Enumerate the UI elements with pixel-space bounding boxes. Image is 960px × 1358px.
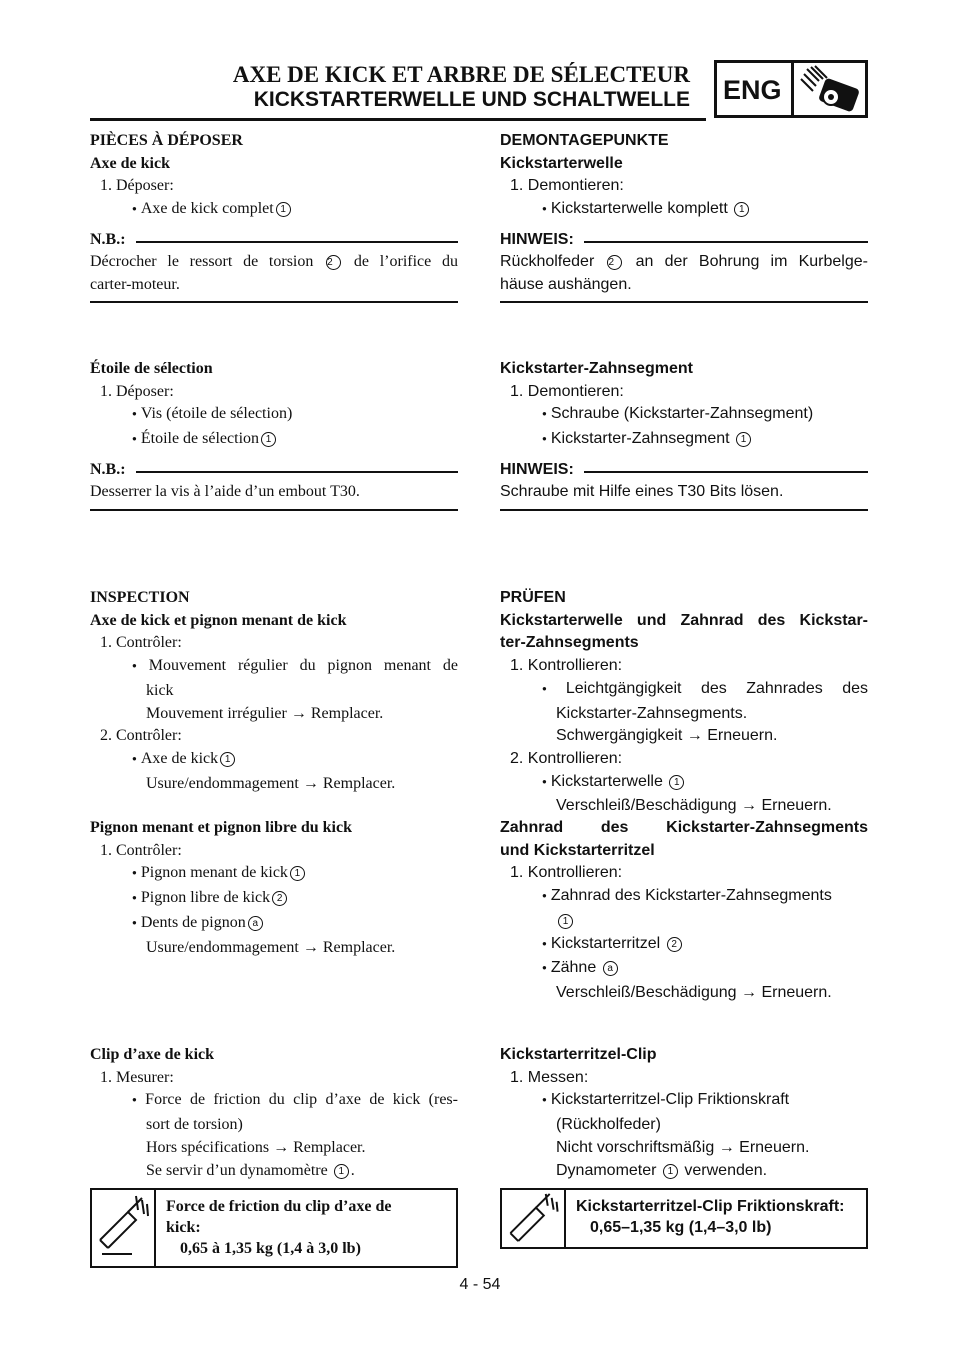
note-text: Schraube mit Hilfe eines T30 Bits lösen. <box>500 482 784 500</box>
fr-section-inspection <box>90 587 458 795</box>
list-item: ● Dents de pignon a <box>90 912 458 937</box>
ref-number: 2 <box>667 937 682 952</box>
caliper-gauge-icon <box>502 1190 566 1247</box>
subheading: Clip d’axe de kick <box>90 1046 215 1063</box>
ref-number: 1 <box>734 202 749 217</box>
list-item-cont: Hors spécifications → Remplacer. <box>146 1138 366 1156</box>
note-heading: N.B.: <box>90 459 458 481</box>
list-item: ● Pignon libre de kick 2 <box>90 887 458 912</box>
spec-label: Kickstarterritzel-Clip Friktionskraft: <box>576 1198 845 1215</box>
list-item: ● Kickstarterritzel 2 <box>500 933 868 958</box>
page-header <box>90 60 868 122</box>
list-item: ● Pignon menant de kick 1 <box>90 862 458 887</box>
section-tab <box>714 60 868 118</box>
subheading: Axe de kick et pignon menant de kick <box>90 611 347 629</box>
note-end-rule <box>90 509 458 511</box>
de-section-clip <box>500 1044 868 1182</box>
fr-section-clip <box>90 1044 458 1182</box>
list-item-cont: Verschleiß/Beschädigung → Erneuern. <box>556 983 832 1001</box>
subheading: Kickstarter-Zahnsegment <box>500 360 693 377</box>
list-item-cont: Verschleiß/Beschädigung → Erneuern. <box>556 797 832 815</box>
note-end-rule <box>500 509 868 511</box>
step: 1. Contrôler: <box>100 841 182 859</box>
ref-number: 1 <box>220 752 235 767</box>
ref-number: 1 <box>276 202 291 217</box>
ref-number: 1 <box>261 432 276 447</box>
step: 1. Kontrollieren: <box>510 864 623 882</box>
step: 1. Demontieren: <box>510 177 624 195</box>
section-heading: DEMONTAGEPUNKTE <box>500 132 669 149</box>
list-item: ● Vis (étoile de sélection) <box>90 403 458 428</box>
de-section-segment <box>500 358 868 511</box>
subheading: Axe de kick <box>90 154 170 172</box>
note-rule <box>136 241 458 243</box>
spec-label: Force de friction du clip d’axe de <box>166 1198 392 1215</box>
list-item-cont: Nicht vorschriftsmäßig → Erneuern. <box>556 1138 810 1156</box>
note-text: Décrocher le ressort de torsion 2 de l’orifice du <box>90 252 458 270</box>
list-item-cont: Kickstarter-Zahnsegments. <box>556 704 748 722</box>
list-item-cont: Schwergängigkeit → Erneuern. <box>556 727 778 745</box>
subheading: Étoile de sélection <box>90 360 213 377</box>
subheading: Kickstarterritzel-Clip <box>500 1046 657 1063</box>
list-item: ● Axe de kick complet 1 <box>90 198 458 223</box>
de-section-removal <box>500 130 868 303</box>
list-item: ● Schraube (Kickstarter-Zahnsegment) <box>500 403 868 428</box>
ref-number: 1 <box>663 1164 678 1179</box>
list-item-cont <box>500 910 868 933</box>
step: 1. Déposer: <box>100 382 174 400</box>
tab-divider <box>791 63 794 115</box>
page-number: 4 - 54 <box>459 1276 501 1293</box>
section-heading: INSPECTION <box>90 589 190 606</box>
list-item: ● Zahnrad des Kickstarter-Zahnsegments <box>500 885 868 910</box>
list-item: ● Kickstarterwelle komplett 1 <box>500 198 868 223</box>
list-item: ● Mouvement régulier du pignon menant de <box>90 655 458 680</box>
note-heading: HINWEIS: <box>500 459 868 481</box>
spec-value: 0,65 à 1,35 kg (1,4 à 3,0 lb) <box>180 1240 361 1257</box>
de-section-gears <box>500 817 868 1005</box>
list-item: ● Force de friction du clip d’axe de kick (res- <box>90 1089 458 1114</box>
ref-letter: a <box>248 916 263 931</box>
spec-text <box>166 1196 448 1259</box>
subheading: und Kickstarterritzel <box>500 841 655 859</box>
spec-label: kick: <box>166 1219 201 1236</box>
step: 2. Contrôler: <box>100 727 182 745</box>
section-label: ENG <box>723 75 782 105</box>
subheading: ter-Zahnsegments <box>500 634 639 652</box>
note-text: carter-moteur. <box>90 275 180 293</box>
note-heading: N.B.: <box>90 229 458 251</box>
note-end-rule <box>500 301 868 303</box>
spec-box-german <box>500 1188 868 1249</box>
fr-section-star <box>90 358 458 511</box>
note-rule <box>136 471 458 473</box>
title-french: AXE DE KICK ET ARBRE DE SÉLECTEUR <box>232 62 690 87</box>
list-item-cont: (Rückholfeder) <box>556 1116 661 1134</box>
list-item: ● Étoile de sélection 1 <box>90 428 458 453</box>
list-item-cont: Usure/endommagement → Remplacer. <box>146 938 396 956</box>
ref-number: 2 <box>607 255 622 270</box>
ref-number: 1 <box>334 1164 349 1179</box>
subheading: Kickstarterwelle <box>500 154 623 172</box>
ref-number: 1 <box>290 866 305 881</box>
spec-value: 0,65–1,35 kg (1,4–3,0 lb) <box>590 1219 772 1236</box>
list-item: ● Kickstarter-Zahnsegment 1 <box>500 428 868 453</box>
step: 1. Demontieren: <box>510 382 624 400</box>
fr-section-gears <box>90 817 458 959</box>
note-text: häuse aushängen. <box>500 275 632 293</box>
note-end-rule <box>90 301 458 303</box>
ref-number: 2 <box>272 891 287 906</box>
list-item-cont: Mouvement irrégulier → Remplacer. <box>146 704 384 722</box>
list-item: ● Leichtgängigkeit des Zahnrades des <box>500 678 868 703</box>
ref-number: 1 <box>736 432 751 447</box>
note-rule <box>584 471 868 473</box>
section-heading: PRÜFEN <box>500 589 566 606</box>
ref-number: 2 <box>326 255 341 270</box>
step: 2. Kontrollieren: <box>510 749 623 767</box>
title-german: KICKSTARTERWELLE UND SCHALTWELLE <box>253 88 690 111</box>
spec-box-french <box>90 1188 458 1268</box>
caliper-gauge-icon <box>92 1190 156 1266</box>
subheading: Kickstarterwelle und Zahnrad des Kickstar- <box>500 611 868 629</box>
step: 1. Contrôler: <box>100 634 182 652</box>
de-section-inspection <box>500 587 868 818</box>
step: 1. Messen: <box>510 1068 589 1086</box>
note-text: Desserrer la vis à l’aide d’un embout T30. <box>90 482 360 500</box>
note-text: Rückholfeder 2 an der Bohrung im Kurbelge- <box>500 252 868 270</box>
list-item: ● Kickstarterwelle 1 <box>500 771 868 796</box>
list-item: ● Axe de kick 1 <box>90 748 458 773</box>
step: 1. Kontrollieren: <box>510 657 623 675</box>
list-item: ● Zähne a <box>500 957 868 982</box>
step: 1. Mesurer: <box>100 1068 174 1086</box>
ref-letter: a <box>603 961 618 976</box>
note-heading: HINWEIS: <box>500 229 868 251</box>
list-item-cont: Usure/endommagement → Remplacer. <box>146 774 396 792</box>
ref-number: 1 <box>669 775 684 790</box>
list-item-cont: kick <box>146 681 174 699</box>
step: 1. Déposer: <box>100 177 174 195</box>
list-item-cont: Se servir d’un dynamomètre 1 . <box>146 1161 355 1179</box>
list-item-cont: sort de torsion) <box>146 1116 243 1134</box>
subheading: Zahnrad des Kickstarter-Zahnsegments <box>500 819 868 836</box>
list-item-cont: Dynamometer 1 verwenden. <box>556 1161 768 1179</box>
list-item: ● Kickstarterritzel-Clip Friktionskraft <box>500 1089 868 1114</box>
spec-text <box>576 1196 858 1238</box>
engine-crankshaft-icon <box>797 65 863 113</box>
subheading: Pignon menant et pignon libre du kick <box>90 819 352 836</box>
header-rule <box>90 118 706 121</box>
fr-section-removal <box>90 130 458 303</box>
ref-number: 1 <box>558 914 573 929</box>
section-heading: PIÈCES À DÉPOSER <box>90 132 243 149</box>
note-rule <box>584 241 868 243</box>
